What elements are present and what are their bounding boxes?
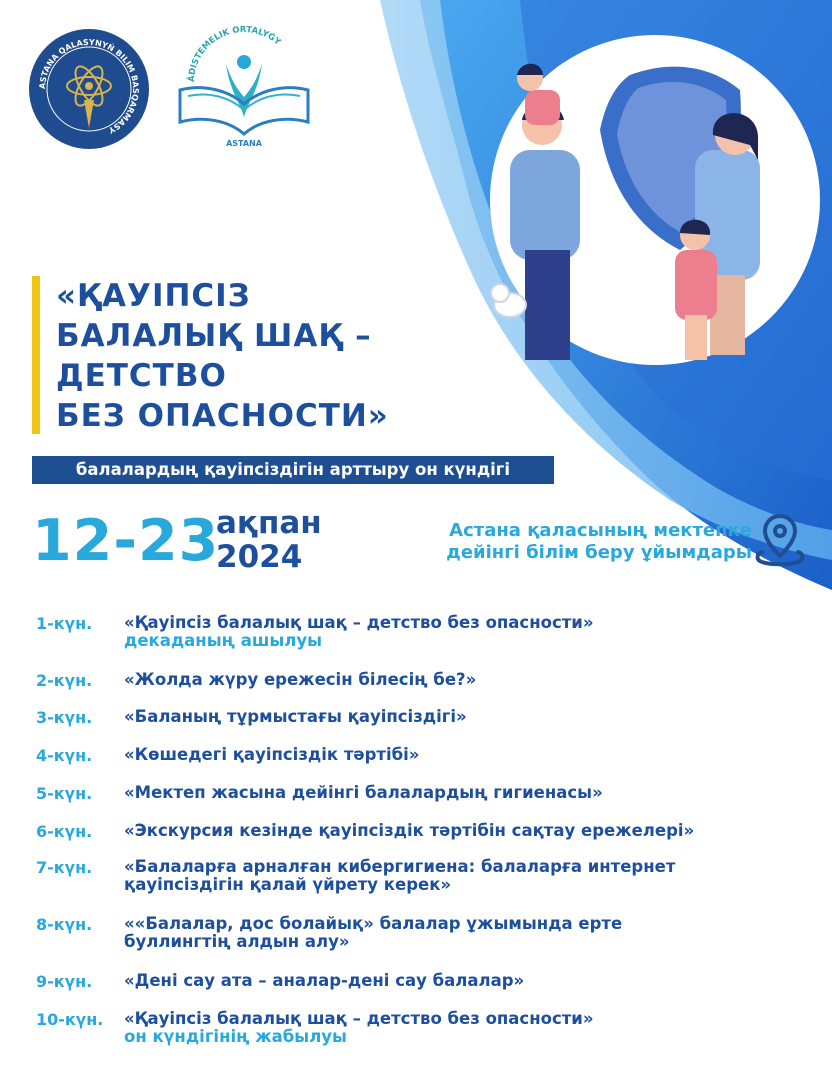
left-logo-ring-text: ASTANA QALASYNYŃ BILIM BASQARMASY — [37, 37, 141, 135]
location-line-2: дейінгі білім беру ұйымдары — [446, 542, 752, 563]
schedule-event: «Экскурсия кезінде қауіпсіздік тәртібін сақтау ережелері» — [124, 821, 695, 840]
schedule-day: 3-күн. — [36, 708, 93, 727]
title-line-4: БЕЗ ОПАСНОСТИ» — [56, 398, 389, 434]
title-line-2: БАЛАЛЫҚ ШАҚ – — [56, 318, 372, 354]
date-year: 2024 — [216, 539, 303, 575]
schedule-event: «Жолда жүру ережесін білесің бе?» — [124, 670, 477, 689]
page-title — [56, 276, 436, 436]
schedule-day: 1-күн. — [36, 614, 93, 633]
title-line-3: ДЕТСТВО — [56, 358, 227, 394]
schedule-event: «Көшедегі қауіпсіздік тәртібі» — [124, 745, 420, 764]
date-month: ақпан — [216, 505, 322, 541]
location-line-1: Астана қаласының мектепке — [449, 520, 752, 541]
location-text — [380, 520, 752, 564]
schedule-event: «Қауіпсіз балалық шақ – детство без опасности» декаданың ашылуы — [124, 613, 594, 650]
schedule-event: «Балаларға арналған кибергигиена: балаларға интернет қауіпсіздігін қалай үйрету керек» — [124, 857, 676, 894]
title-accent-bar — [32, 276, 40, 434]
schedule-day: 10-күн. — [36, 1010, 104, 1029]
schedule-day: 8-күн. — [36, 915, 93, 934]
subtitle-banner: балалардың қауіпсіздігін арттыру он күндігі — [32, 456, 554, 484]
date-range: 12-23 — [32, 508, 220, 574]
schedule-day: 6-күн. — [36, 822, 93, 841]
schedule-day: 2-күн. — [36, 671, 93, 690]
schedule-event: «Дені сау ата – аналар-дені сау балалар» — [124, 971, 525, 990]
location-pin-icon — [752, 512, 808, 568]
right-logo-bottom-text: ASTANA — [226, 139, 262, 148]
schedule-event: «Қауіпсіз балалық шақ – детство без опасности» он күндігінің жабылуы — [124, 1009, 594, 1046]
schedule-day: 5-күн. — [36, 784, 93, 803]
schedule-day: 9-күн. — [36, 972, 93, 991]
schedule-event: «Баланың тұрмыстағы қауіпсіздігі» — [124, 707, 467, 726]
astana-education-logo — [28, 28, 150, 150]
svg-text:ÁDISTEMELIK ORTALYǴY — [185, 25, 283, 82]
right-logo-top-text: ÁDISTEMELIK ORTALYǴY — [186, 24, 283, 83]
schedule-day: 4-күн. — [36, 746, 93, 765]
family-shield-illustration — [480, 50, 800, 370]
schedule-event: «Мектеп жасына дейінгі балалардың гигиенасы» — [124, 783, 603, 802]
title-line-1: «ҚАУІПСІЗ — [56, 278, 251, 314]
methodical-center-logo — [168, 22, 320, 152]
schedule-day: 7-күн. — [36, 858, 93, 877]
schedule-event: ««Балалар, дос болайық» балалар ұжымында ерте буллингтің алдын алу» — [124, 914, 623, 951]
